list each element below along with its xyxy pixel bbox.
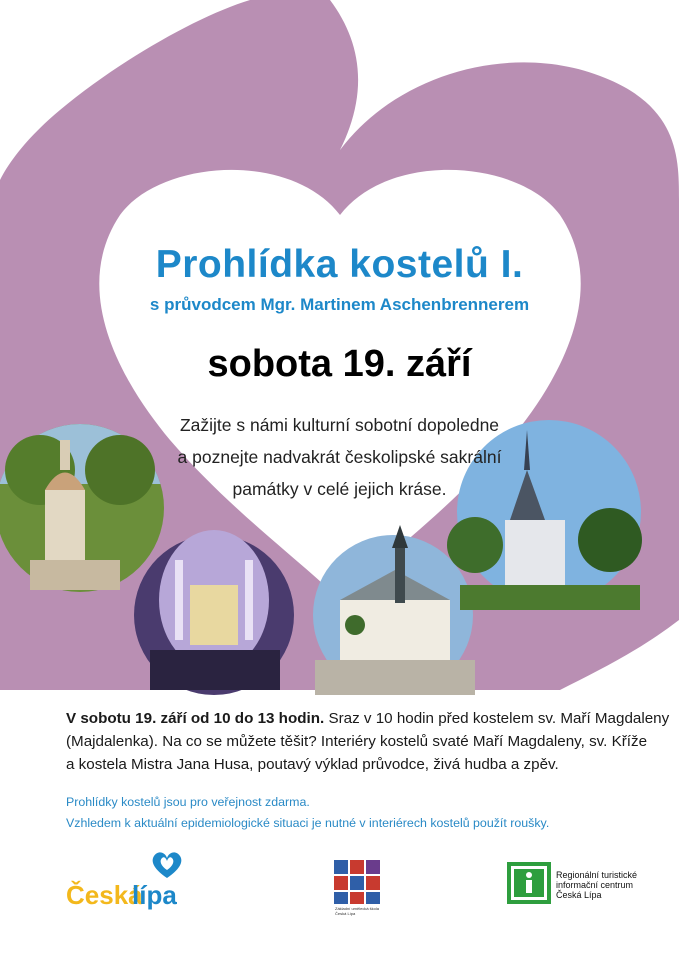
ric-logo-text [556,870,646,900]
body-line-1-rest: Sraz v 10 hodin před kostelem sv. Maří Magdaleny [324,710,670,727]
ric-line-1: Regionální turistické [556,870,638,880]
info-i-icon [507,862,551,904]
zus-logo-text: Základní umělecká škola Česká Lípa [335,906,380,916]
intro-line-1: Zažijte s námi kulturní sobotní dopoledne [179,415,500,435]
ceska-lipa-heart-icon [150,850,184,880]
intro-line-3: památky v celé jejich kráse. [232,479,447,499]
intro-line-2: a poznejte nadvakrát českolipské sakrální [177,447,502,467]
event-date: sobota 19. září [207,343,472,385]
page-subtitle: s průvodcem Mgr. Martinem Aschenbrennerem [149,295,530,314]
body-line-1 [66,710,669,727]
note-line-2: Vzhledem k aktuální epidemiologické situaci je nutné v interiérech kostelů použít roušky. [66,816,550,830]
zus-logo-icon [334,860,380,904]
ric-line-2: informační centrum [556,880,634,890]
note-line-1: Prohlídky kostelů jsou pro veřejnost zdarma. [66,795,310,809]
body-bold-lead: V sobotu 19. září od 10 do 13 hodin. [66,710,325,727]
body-line-3: a kostela Mistra Jana Husa, poutavý výklad průvodce, živá hudba a zpěv. [66,756,559,773]
body-line-2: (Majdalenka). Na co se můžete těšit? Interiéry kostelů svaté Maří Magdaleny, sv. Kříže [66,733,648,750]
logo-ceska-text: Česká [66,880,143,910]
page-title: Prohlídka kostelů I. [155,243,524,286]
logo-lipa-text: lípa [132,880,177,910]
ric-line-3: Česká Lípa [556,890,602,900]
